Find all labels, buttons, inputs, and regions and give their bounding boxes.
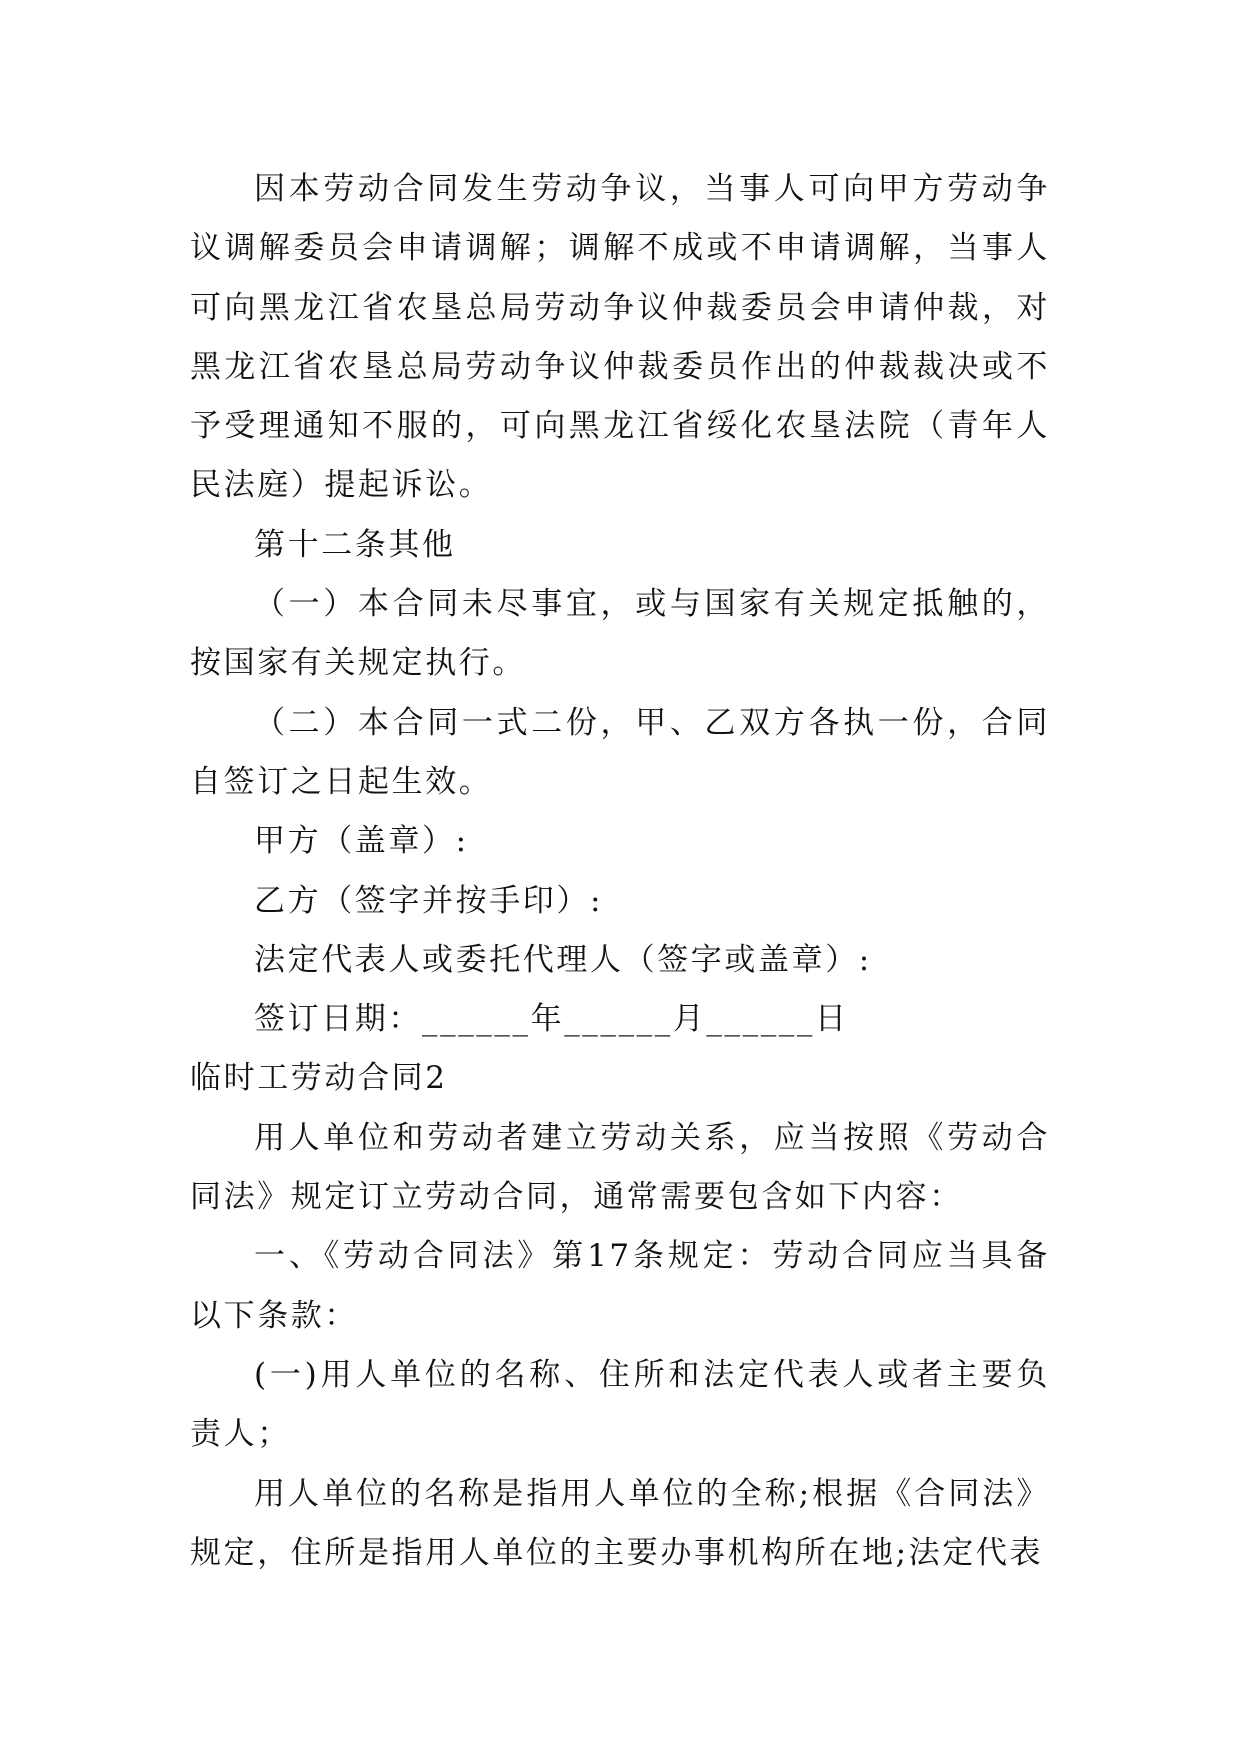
representative-signature-line: 法定代表人或委托代理人（签字或盖章）: [254,941,872,978]
paragraph-contract-intro: 用人单位和劳动者建立劳动关系，应当按照《劳动合同法》规定订立劳动合同，通常需要包含如下内容： [190,1119,1050,1216]
document-body [190,160,1050,1583]
signing-date-line: 签订日期：______年______月______日 [254,1001,849,1038]
party-a-seal-line: 甲方（盖章）: [254,823,469,860]
party-b-signature-line: 乙方（签字并按手印）: [254,882,604,919]
clause-12-1: （一）本合同未尽事宜，或与国家有关规定抵触的，按国家有关规定执行。 [190,586,1050,682]
clause-12-2: （二）本合同一式二份，甲、乙双方各执一份，合同自签订之日起生效。 [190,704,1050,800]
paragraph-employer-name-definition: 用人单位的名称是指用人单位的全称;根据《合同法》规定，住所是指用人单位的主要办事机构所在地;法定代表 [190,1475,1050,1571]
paragraph-dispute-resolution: 因本劳动合同发生劳动争议，当事人可向甲方劳动争议调解委员会申请调解；调解不成或不申请调解，当事人可向黑龙江省农垦总局劳动争议仲裁委员会申请仲裁，对黑龙江省农垦总局劳动争议仲裁委员作出的仲裁裁决或不予受理通知不服的，可向黑龙江省绥化农垦法院（青年人民法庭）提起诉讼。 [190,171,1050,504]
paragraph-article-17: 一、《劳动合同法》第17条规定：劳动合同应当具备以下条款： [190,1238,1050,1334]
section-title-contract-2: 临时工劳动合同2 [190,1060,448,1097]
item-employer-info: (一)用人单位的名称、住所和法定代表人或者主要负责人； [190,1356,1050,1453]
article-12-heading: 第十二条其他 [254,526,456,563]
